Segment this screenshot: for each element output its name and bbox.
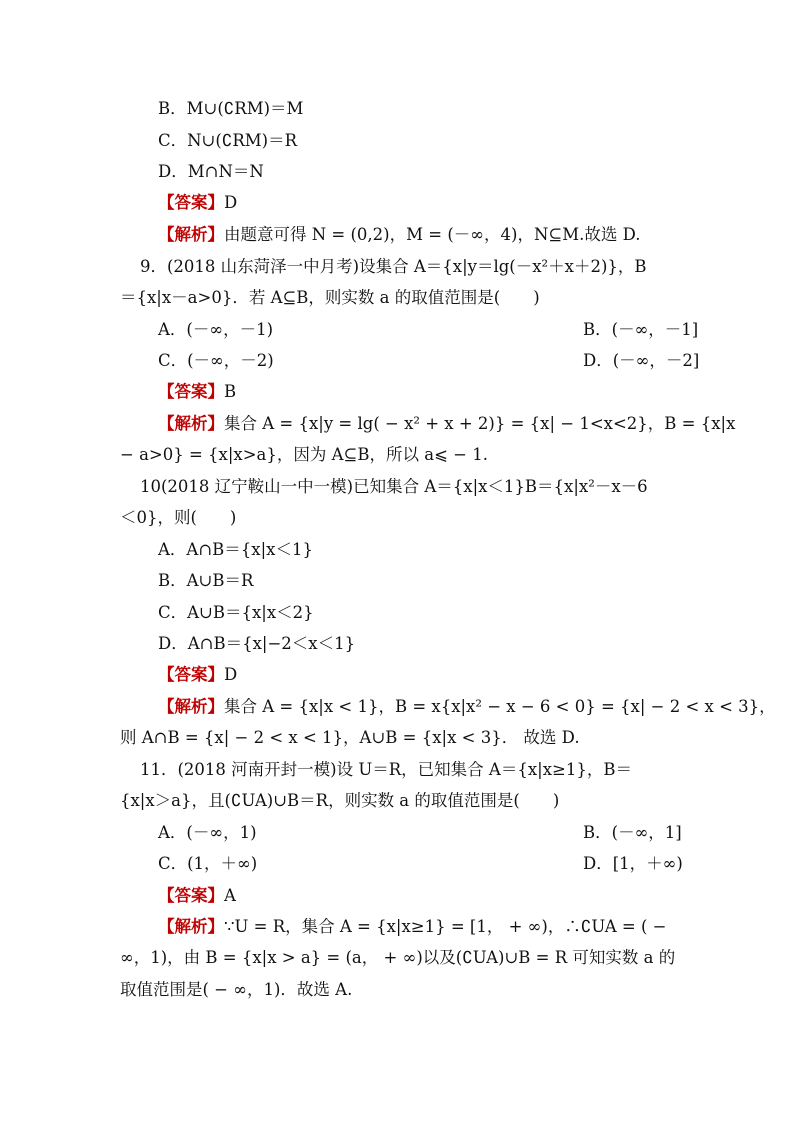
option-row: C．(1，＋∞) D．[1，＋∞): [158, 854, 683, 873]
answer-tag: 【答案】: [158, 886, 224, 905]
answer-tag: 【答案】: [158, 193, 224, 212]
option-row: C．(－∞，－2) D．(－∞，－2]: [158, 351, 700, 370]
option-row: A．(－∞，－1) B．(－∞，－1]: [158, 320, 699, 339]
option-row: A．(－∞，1) B．(－∞，1]: [158, 823, 682, 842]
answer-line: 【答案】B: [158, 382, 237, 401]
question-10-cont: ＜0}，则( ): [120, 508, 237, 527]
option-d: D．M∩N＝N: [158, 162, 264, 181]
analysis-line: 【解析】集合 A = {x|x < 1}，B = x{x|x² − x − 6 < 0} = {x| − 2 < x < 3}，: [158, 697, 776, 716]
option-c: C．A∪B＝{x|x＜2}: [158, 603, 314, 622]
answer-line: 【答案】D: [158, 193, 238, 212]
question-11-cont: {x|x＞a}，且(∁UA)∪B＝R，则实数 a 的取值范围是( ): [120, 791, 560, 810]
analysis-cont: − a>0} = {x|x>a}，因为 A⊆B，所以 a⩽ − 1.: [120, 445, 488, 464]
answer-tag: 【答案】: [158, 382, 224, 401]
option-c: C．N∪(∁RM)＝R: [158, 131, 298, 150]
question-10: 10(2018 辽宁鞍山一中一模)已知集合 A＝{x|x＜1}B＝{x|x²－x－6: [140, 477, 648, 496]
question-9: 9．(2018 山东菏泽一中月考)设集合 A＝{x|y＝lg(－x²＋x＋2)}，B: [140, 257, 647, 276]
answer-tag: 【答案】: [158, 665, 224, 684]
analysis-cont: 取值范围是( − ∞，1)．故选 A.: [120, 980, 353, 999]
analysis-tag: 【解析】: [158, 414, 224, 433]
question-11: 11．(2018 河南开封一模)设 U＝R，已知集合 A＝{x|x≥1}，B＝: [140, 760, 632, 779]
option-d: D．A∩B＝{x|−2＜x＜1}: [158, 634, 356, 653]
option-b: B．A∪B＝R: [158, 571, 254, 590]
analysis-tag: 【解析】: [158, 225, 224, 244]
answer-line: 【答案】D: [158, 665, 238, 684]
analysis-tag: 【解析】: [158, 917, 224, 936]
option-a: A．A∩B＝{x|x＜1}: [158, 540, 313, 559]
answer-line: 【答案】A: [158, 886, 236, 905]
analysis-cont: 则 A∩B = {x| − 2 < x < 1}，A∪B = {x|x < 3}． 故选 D.: [120, 728, 580, 747]
analysis-tag: 【解析】: [158, 697, 224, 716]
analysis-line: 【解析】由题意可得 N = (0,2)，M = (－∞，4)，N⊆M.故选 D.: [158, 225, 641, 244]
question-9-cont: ＝{x|x－a>0}．若 A⊆B，则实数 a 的取值范围是( ): [120, 288, 540, 307]
option-b: B．M∪(∁RM)＝M: [158, 99, 304, 118]
analysis-line: 【解析】∵U = R，集合 A = {x|x≥1} = [1， + ∞)，∴∁UA = ( −: [158, 917, 667, 936]
analysis-line: 【解析】集合 A = {x|y = lg( − x² + x + 2)} = {x| − 1<x<2}，B = {x|x: [158, 414, 736, 433]
analysis-cont: ∞，1)，由 B = {x|x > a} = (a， + ∞)以及(∁UA)∪B = R 可知实数 a 的: [120, 948, 676, 967]
